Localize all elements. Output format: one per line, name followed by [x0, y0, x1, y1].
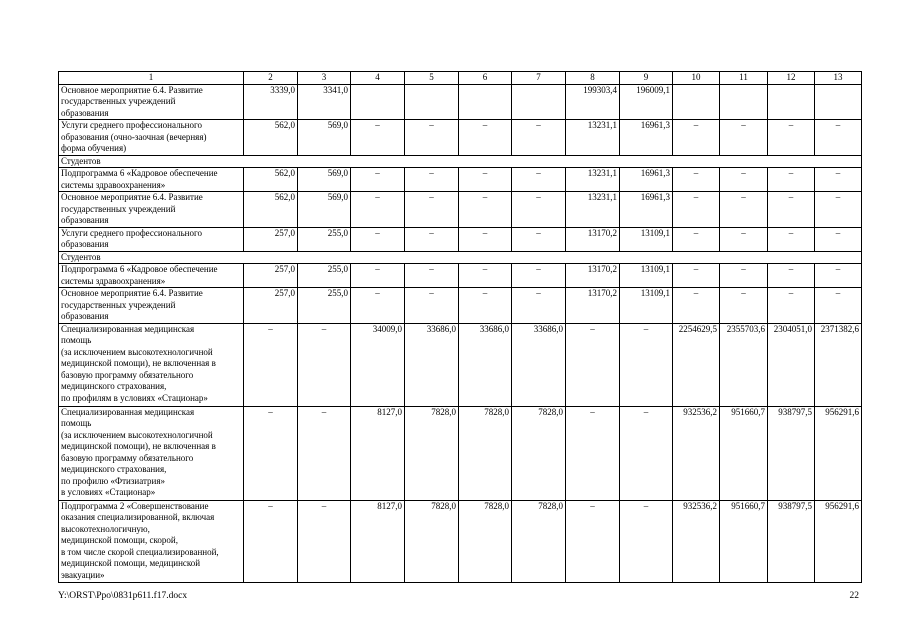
table-cell: –	[815, 264, 862, 288]
category-row	[59, 155, 862, 168]
table-row	[59, 192, 862, 228]
table-cell: –	[405, 192, 459, 228]
table-cell: 13109,1	[620, 288, 673, 324]
table-cell	[673, 84, 720, 120]
table-cell: –	[351, 168, 405, 192]
table-cell: 255,0	[298, 227, 351, 251]
table-cell: –	[405, 288, 459, 324]
table-row	[59, 264, 862, 288]
column-header: 5	[405, 72, 459, 85]
table-cell: 2254629,5	[673, 323, 720, 406]
table-cell: –	[720, 120, 768, 156]
table-cell: –	[768, 264, 815, 288]
row-label: Подпрограмма 2 «Совершенствование оказания специализированной, включая высокотехнологичную, медицинской помощи, скорой, в том числе скорой специализированной, медицинской помощи, медицинской эвакуации»	[59, 500, 244, 582]
table-cell: –	[351, 192, 405, 228]
column-header: 11	[720, 72, 768, 85]
table-cell: 33686,0	[512, 323, 566, 406]
category-label: Студентов	[59, 155, 862, 168]
table-cell: –	[512, 288, 566, 324]
category-row	[59, 251, 862, 264]
table-cell: –	[673, 264, 720, 288]
column-header: 2	[244, 72, 298, 85]
table-cell: 956291,6	[815, 500, 862, 582]
table-cell: –	[815, 120, 862, 156]
header-row	[59, 72, 862, 85]
table-cell: 8127,0	[351, 406, 405, 500]
table-cell: –	[815, 192, 862, 228]
table-cell: 3341,0	[298, 84, 351, 120]
table-cell: 34009,0	[351, 323, 405, 406]
table-cell: –	[673, 168, 720, 192]
table-cell: –	[244, 323, 298, 406]
table-cell: –	[298, 323, 351, 406]
table-cell: 255,0	[298, 264, 351, 288]
table-cell: –	[720, 227, 768, 251]
data-table	[58, 71, 862, 583]
row-label: Услуги среднего профессионального образования (очно-заочная (вечерняя) форма обучения)	[59, 120, 244, 156]
table-cell: 13109,1	[620, 264, 673, 288]
column-header: 13	[815, 72, 862, 85]
table-cell: –	[720, 288, 768, 324]
row-label: Основное мероприятие 6.4. Развитие государственных учреждений образования	[59, 84, 244, 120]
table-cell: 569,0	[298, 192, 351, 228]
table-row	[59, 168, 862, 192]
column-header: 8	[566, 72, 620, 85]
table-cell: 562,0	[244, 120, 298, 156]
table-cell: 938797,5	[768, 406, 815, 500]
table-cell: –	[459, 264, 512, 288]
table-cell: –	[244, 500, 298, 582]
table-cell: –	[405, 120, 459, 156]
table-cell: 257,0	[244, 288, 298, 324]
table-cell: –	[459, 288, 512, 324]
table-cell: 257,0	[244, 264, 298, 288]
table-cell: –	[566, 323, 620, 406]
table-cell: –	[405, 264, 459, 288]
table-cell: 13109,1	[620, 227, 673, 251]
table-cell: –	[720, 264, 768, 288]
table-cell	[512, 84, 566, 120]
table-cell: 16961,3	[620, 120, 673, 156]
table-cell: 13231,1	[566, 192, 620, 228]
table-cell: –	[351, 227, 405, 251]
table-cell	[351, 84, 405, 120]
row-label: Специализированная медицинская помощь (за исключением высокотехнологичной медицинской помощи), не включенная в базовую программу обязательного медицинского страхования, по профилю «Фтизиатрия» в условиях «Стационар»	[59, 406, 244, 500]
table-cell: –	[768, 192, 815, 228]
table-row	[59, 227, 862, 251]
table-cell: –	[673, 192, 720, 228]
table-cell: –	[620, 406, 673, 500]
column-header: 6	[459, 72, 512, 85]
table-row	[59, 323, 862, 406]
table-cell: 932536,2	[673, 406, 720, 500]
table-cell: 33686,0	[405, 323, 459, 406]
row-label: Услуги среднего профессионального образования	[59, 227, 244, 251]
table-cell: 13231,1	[566, 168, 620, 192]
table-cell: 3339,0	[244, 84, 298, 120]
table-cell: –	[566, 406, 620, 500]
table-cell: 956291,6	[815, 406, 862, 500]
table-cell: 7828,0	[459, 406, 512, 500]
page-number: 22	[849, 591, 859, 601]
table-cell: –	[512, 120, 566, 156]
column-header: 1	[59, 72, 244, 85]
table-cell: 33686,0	[459, 323, 512, 406]
column-header: 3	[298, 72, 351, 85]
column-header: 9	[620, 72, 673, 85]
table-cell: 8127,0	[351, 500, 405, 582]
table-cell: –	[673, 227, 720, 251]
table-cell: 257,0	[244, 227, 298, 251]
table-cell: –	[673, 288, 720, 324]
table-cell	[459, 84, 512, 120]
table-cell: 7828,0	[405, 500, 459, 582]
table-cell: –	[351, 288, 405, 324]
table-cell: 13231,1	[566, 120, 620, 156]
table-cell: –	[768, 168, 815, 192]
table-cell: 569,0	[298, 168, 351, 192]
table-cell: –	[720, 192, 768, 228]
table-cell: –	[512, 264, 566, 288]
table-cell: –	[351, 264, 405, 288]
table-cell	[768, 84, 815, 120]
column-header: 12	[768, 72, 815, 85]
table-cell: –	[815, 168, 862, 192]
table-cell: –	[405, 227, 459, 251]
table-cell: 255,0	[298, 288, 351, 324]
table-cell: 562,0	[244, 168, 298, 192]
row-label: Основное мероприятие 6.4. Развитие государственных учреждений образования	[59, 288, 244, 324]
table-cell: 7828,0	[512, 406, 566, 500]
column-header: 10	[673, 72, 720, 85]
table-row	[59, 500, 862, 582]
table-cell: –	[768, 120, 815, 156]
table-cell: –	[512, 168, 566, 192]
table-cell: –	[620, 500, 673, 582]
table-cell: –	[298, 500, 351, 582]
table-cell: –	[673, 120, 720, 156]
table-cell: 13170,2	[566, 264, 620, 288]
table-cell: –	[768, 227, 815, 251]
table-cell	[720, 84, 768, 120]
column-header: 4	[351, 72, 405, 85]
table-cell: –	[298, 406, 351, 500]
table-cell: –	[459, 192, 512, 228]
table-cell: 13170,2	[566, 288, 620, 324]
table-cell: 2304051,0	[768, 323, 815, 406]
row-label: Основное мероприятие 6.4. Развитие государственных учреждений образования	[59, 192, 244, 228]
table-cell: 199303,4	[566, 84, 620, 120]
table-cell: –	[459, 168, 512, 192]
file-path: Y:\ORST\Ppo\0831p611.f17.docx	[58, 591, 188, 601]
table-cell: –	[459, 227, 512, 251]
table-cell: –	[512, 192, 566, 228]
column-header: 7	[512, 72, 566, 85]
row-label: Подпрограмма 6 «Кадровое обеспечение системы здравоохранения»	[59, 168, 244, 192]
table-cell	[405, 84, 459, 120]
table-cell: 7828,0	[405, 406, 459, 500]
table-row	[59, 84, 862, 120]
table-cell	[815, 84, 862, 120]
table-cell: 7828,0	[512, 500, 566, 582]
table-cell: –	[815, 227, 862, 251]
table-cell: 13170,2	[566, 227, 620, 251]
table-cell: –	[512, 227, 566, 251]
table-cell: 562,0	[244, 192, 298, 228]
table-cell: –	[566, 500, 620, 582]
table-cell: 951660,7	[720, 500, 768, 582]
table-cell: –	[351, 120, 405, 156]
row-label: Специализированная медицинская помощь (за исключением высокотехнологичной медицинской помощи), не включенная в базовую программу обязательного медицинского страхования, по профилям в условиях «Стационар»	[59, 323, 244, 406]
table-cell: 16961,3	[620, 192, 673, 228]
table-cell: –	[620, 323, 673, 406]
table-row	[59, 406, 862, 500]
table-cell: 938797,5	[768, 500, 815, 582]
category-label: Студентов	[59, 251, 862, 264]
table-row	[59, 288, 862, 324]
table-cell: –	[720, 168, 768, 192]
row-label: Подпрограмма 6 «Кадровое обеспечение системы здравоохранения»	[59, 264, 244, 288]
table-cell: –	[815, 288, 862, 324]
table-cell: –	[768, 288, 815, 324]
table-cell: –	[459, 120, 512, 156]
table-cell: –	[244, 406, 298, 500]
table-cell: 2355703,6	[720, 323, 768, 406]
table-cell: 7828,0	[459, 500, 512, 582]
table-cell: 2371382,6	[815, 323, 862, 406]
table-cell: 932536,2	[673, 500, 720, 582]
table-cell: 196009,1	[620, 84, 673, 120]
table-row	[59, 120, 862, 156]
table-cell: 951660,7	[720, 406, 768, 500]
table-cell: 16961,3	[620, 168, 673, 192]
table-cell: 569,0	[298, 120, 351, 156]
table-cell: –	[405, 168, 459, 192]
